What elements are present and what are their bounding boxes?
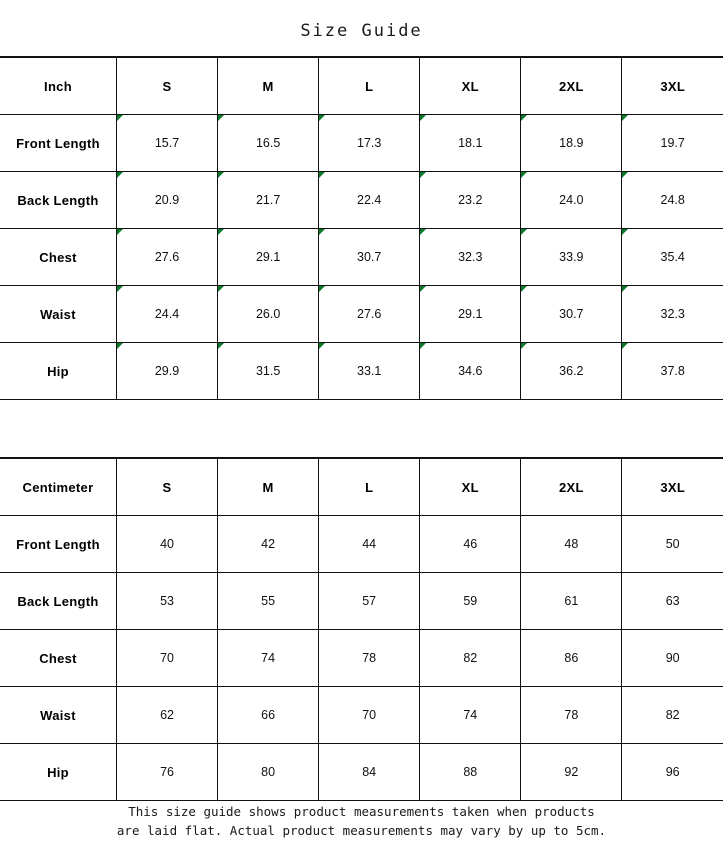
table-row (0, 630, 723, 687)
cell-value: 18.9 (521, 115, 622, 172)
cell-value: 40 (117, 516, 218, 573)
size-header-s: S (117, 459, 218, 516)
cell-value: 17.3 (319, 115, 420, 172)
footer-note (0, 801, 723, 842)
table-separator (0, 400, 723, 458)
cell-value: 96 (622, 744, 723, 801)
cell-value: 27.6 (319, 286, 420, 343)
table-row (0, 573, 723, 630)
page-title: Size Guide (0, 0, 723, 57)
cell-value: 30.7 (319, 229, 420, 286)
cell-value: 63 (622, 573, 723, 630)
cell-value: 26.0 (218, 286, 319, 343)
cell-value: 34.6 (420, 343, 521, 400)
table-row (0, 687, 723, 744)
cell-value: 88 (420, 744, 521, 801)
size-header-xl: XL (420, 58, 521, 115)
cell-value: 24.0 (521, 172, 622, 229)
cell-value: 53 (117, 573, 218, 630)
row-label-waist: Waist (0, 687, 117, 744)
row-label-chest: Chest (0, 229, 117, 286)
cell-value: 36.2 (521, 343, 622, 400)
cell-value: 84 (319, 744, 420, 801)
cell-value: 82 (420, 630, 521, 687)
cell-value: 22.4 (319, 172, 420, 229)
cell-value: 29.1 (218, 229, 319, 286)
cell-value: 31.5 (218, 343, 319, 400)
cell-value: 74 (218, 630, 319, 687)
cell-value: 74 (420, 687, 521, 744)
cell-value: 50 (622, 516, 723, 573)
row-label-back-length: Back Length (0, 172, 117, 229)
cell-value: 90 (622, 630, 723, 687)
cell-value: 78 (521, 687, 622, 744)
cell-value: 44 (319, 516, 420, 573)
cell-value: 78 (319, 630, 420, 687)
footer-line-1: This size guide shows product measurements taken when products (128, 803, 595, 819)
cell-value: 27.6 (117, 229, 218, 286)
cell-value: 24.4 (117, 286, 218, 343)
row-label-waist: Waist (0, 286, 117, 343)
cell-value: 57 (319, 573, 420, 630)
cell-value: 70 (117, 630, 218, 687)
row-label-front-length: Front Length (0, 516, 117, 573)
row-label-hip: Hip (0, 744, 117, 801)
size-header-3xl: 3XL (622, 58, 723, 115)
size-header-s: S (117, 58, 218, 115)
unit-label-centimeter: Centimeter (0, 459, 117, 516)
cell-value: 16.5 (218, 115, 319, 172)
row-label-chest: Chest (0, 630, 117, 687)
size-header-m: M (218, 58, 319, 115)
table-row (0, 343, 723, 400)
cell-value: 24.8 (622, 172, 723, 229)
size-header-l: L (319, 58, 420, 115)
cell-value: 82 (622, 687, 723, 744)
cell-value: 46 (420, 516, 521, 573)
size-header-l: L (319, 459, 420, 516)
cell-value: 42 (218, 516, 319, 573)
row-label-front-length: Front Length (0, 115, 117, 172)
cell-value: 21.7 (218, 172, 319, 229)
table-header-row (0, 58, 723, 115)
table-header-row (0, 459, 723, 516)
table-row (0, 516, 723, 573)
cell-value: 32.3 (420, 229, 521, 286)
cell-value: 37.8 (622, 343, 723, 400)
size-header-2xl: 2XL (521, 459, 622, 516)
cell-value: 32.3 (622, 286, 723, 343)
cell-value: 86 (521, 630, 622, 687)
row-label-hip: Hip (0, 343, 117, 400)
cell-value: 29.1 (420, 286, 521, 343)
cell-value: 15.7 (117, 115, 218, 172)
cell-value: 35.4 (622, 229, 723, 286)
footer-line-2: are laid flat. Actual product measurements may vary by up to 5cm. (116, 822, 607, 838)
cell-value: 92 (521, 744, 622, 801)
row-label-back-length: Back Length (0, 573, 117, 630)
table-row (0, 286, 723, 343)
table-row (0, 744, 723, 801)
cell-value: 61 (521, 573, 622, 630)
cell-value: 19.7 (622, 115, 723, 172)
size-table-inch (0, 57, 723, 400)
cell-value: 55 (218, 573, 319, 630)
size-header-m: M (218, 459, 319, 516)
cell-value: 20.9 (117, 172, 218, 229)
size-table-centimeter (0, 458, 723, 801)
table-row (0, 229, 723, 286)
cell-value: 80 (218, 744, 319, 801)
cell-value: 76 (117, 744, 218, 801)
cell-value: 30.7 (521, 286, 622, 343)
table-row (0, 115, 723, 172)
cell-value: 66 (218, 687, 319, 744)
size-header-xl: XL (420, 459, 521, 516)
size-header-3xl: 3XL (622, 459, 723, 516)
cell-value: 29.9 (117, 343, 218, 400)
cell-value: 62 (117, 687, 218, 744)
unit-label-inch: Inch (0, 58, 117, 115)
table-row (0, 172, 723, 229)
cell-value: 33.9 (521, 229, 622, 286)
cell-value: 59 (420, 573, 521, 630)
cell-value: 18.1 (420, 115, 521, 172)
cell-value: 23.2 (420, 172, 521, 229)
cell-value: 33.1 (319, 343, 420, 400)
cell-value: 70 (319, 687, 420, 744)
size-header-2xl: 2XL (521, 58, 622, 115)
cell-value: 48 (521, 516, 622, 573)
